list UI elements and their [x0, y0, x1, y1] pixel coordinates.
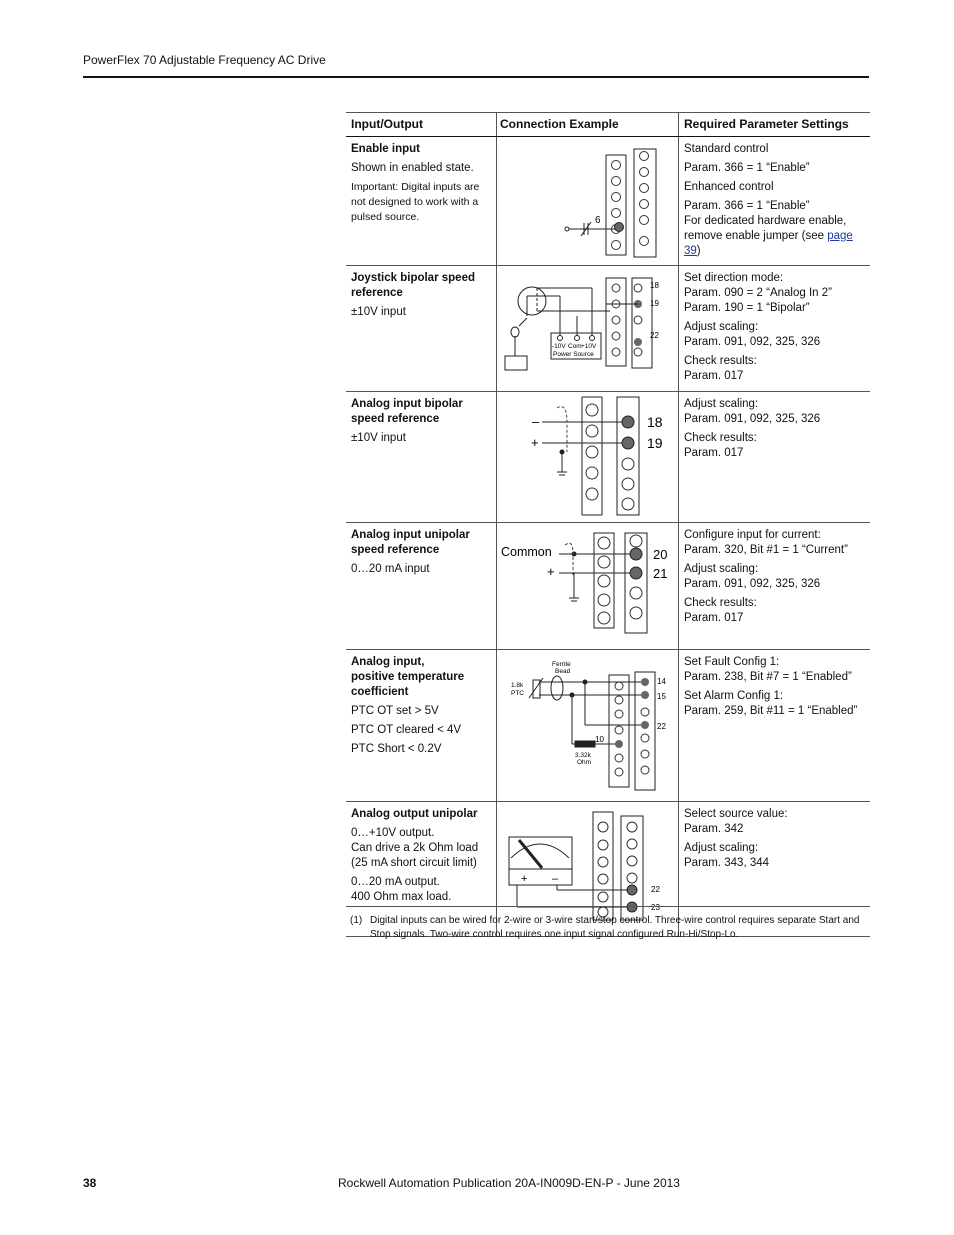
footnote-number: (1) [350, 915, 363, 926]
setting-line: Enhanced control [684, 181, 774, 193]
row-title: Analog output unipolar [351, 808, 478, 820]
page-39-link[interactable]: page 39 [684, 230, 853, 257]
table-row [346, 523, 870, 650]
polarity-label: – [552, 873, 559, 885]
component-label: 1.8k [511, 682, 524, 689]
joystick-diagram [497, 266, 672, 386]
setting-line: Set direction mode: [684, 272, 784, 284]
row-desc: 0…20 mA input [351, 563, 430, 575]
polarity-label: + [521, 873, 528, 885]
col-header-params: Required Parameter Settings [679, 113, 871, 137]
setting-line: Param. 091, 092, 325, 326 [684, 413, 821, 425]
setting-line: Select source value: [684, 808, 788, 820]
row-desc: PTC OT cleared < 4V [351, 724, 462, 736]
row-title: coefficient [351, 686, 409, 698]
col-header-connection: Connection Example [497, 113, 679, 137]
setting-line: For dedicated hardware enable, remove enable jumper (see page 39) [684, 215, 853, 257]
terminal-label: -10V [552, 343, 566, 350]
setting-line: Set Fault Config 1: [684, 656, 780, 668]
terminal-label: 21 [653, 566, 668, 581]
setting-line: Param. 259, Bit #11 = 1 “Enabled” [684, 705, 858, 717]
setting-line: Adjust scaling: [684, 398, 759, 410]
setting-line: Param. 366 = 1 “Enable” [684, 200, 810, 212]
running-header: PowerFlex 70 Adjustable Frequency AC Drive [83, 53, 326, 67]
terminal-label: Com [568, 343, 582, 350]
setting-line: Adjust scaling: [684, 563, 759, 575]
terminal-label: 18 [647, 414, 663, 430]
row-title: Enable input [351, 143, 420, 155]
setting-line: Set Alarm Config 1: [684, 690, 784, 702]
table-row [346, 650, 870, 802]
component-label: Ohm [577, 759, 592, 766]
row-desc: PTC OT set > 5V [351, 705, 439, 717]
setting-line: Param. 090 = 2 “Analog In 2” [684, 287, 832, 299]
common-label: Common [501, 545, 552, 559]
page-number: 38 [83, 1176, 97, 1190]
terminal-label: 22 [651, 885, 660, 894]
setting-line: Param. 342 [684, 823, 744, 835]
polarity-label: + [547, 564, 555, 579]
setting-line: Adjust scaling: [684, 321, 759, 333]
row-desc: Can drive a 2k Ohm load (25 mA short circuit limit) [351, 842, 479, 869]
component-label: Ferrite [552, 661, 571, 668]
unipolar-analog-diagram [497, 523, 672, 644]
setting-line: Param. 091, 092, 325, 326 [684, 578, 821, 590]
component-label: PTC [511, 690, 524, 697]
setting-line: Param. 017 [684, 370, 744, 382]
terminal-label: 6 [595, 215, 601, 226]
terminal-label: 23 [651, 903, 660, 912]
setting-line: Param. 343, 344 [684, 857, 770, 869]
setting-line: Standard control [684, 143, 769, 155]
col-header-io: Input/Output [346, 113, 497, 137]
bipolar-analog-diagram [497, 392, 672, 517]
setting-line: Param. 366 = 1 “Enable” [684, 162, 810, 174]
setting-line: Param. 320, Bit #1 = 1 “Current” [684, 544, 848, 556]
terminal-label: 19 [647, 435, 663, 451]
setting-line: Param. 238, Bit #7 = 1 “Enabled” [684, 671, 852, 683]
enable-input-diagram [497, 137, 672, 260]
row-desc: Shown in enabled state. [351, 162, 474, 174]
ptc-diagram [497, 650, 672, 796]
setting-line: Param. 190 = 1 “Bipolar” [684, 302, 810, 314]
footnote [346, 906, 870, 942]
setting-line: Check results: [684, 432, 757, 444]
component-label: Bead [555, 668, 571, 675]
row-desc: 0…+10V output. [351, 827, 435, 839]
terminal-label: 20 [653, 547, 668, 562]
footnote-text: Digital inputs can be wired for 2-wire or 3-wire start/stop control. Three-wire control requires separate Start and Stop signals. Two-wire control requires one input signal configured Run-Hi/Stop-Lo. [370, 915, 860, 940]
polarity-label: + [531, 435, 539, 450]
row-desc: 400 Ohm max load. [351, 891, 452, 903]
header-rule [83, 76, 869, 78]
terminal-label: 19 [650, 299, 659, 308]
table-row [346, 137, 870, 266]
setting-line: Param. 017 [684, 447, 744, 459]
terminal-label: Power Source [553, 351, 594, 358]
table-row [346, 392, 870, 523]
row-title: Joystick bipolar speed reference [351, 272, 475, 299]
setting-line: Check results: [684, 597, 757, 609]
publication-info: Rockwell Automation Publication 20A-IN009D-EN-P - June 2013 [338, 1176, 680, 1190]
setting-line: Adjust scaling: [684, 842, 759, 854]
terminal-label: 14 [657, 677, 666, 686]
table-row [346, 266, 870, 392]
component-label: 3.32k [575, 752, 591, 759]
setting-line: Configure input for current: [684, 529, 821, 541]
setting-line: Check results: [684, 355, 757, 367]
row-desc: 0…20 mA output. [351, 876, 440, 888]
row-title: positive temperature [351, 671, 465, 683]
polarity-label: – [532, 414, 540, 429]
terminal-label: 22 [657, 722, 666, 731]
terminal-label: 18 [650, 281, 659, 290]
terminal-label: +10V [581, 343, 597, 350]
terminal-label: 22 [650, 331, 659, 340]
setting-line: Param. 091, 092, 325, 326 [684, 336, 821, 348]
row-desc: PTC Short < 0.2V [351, 743, 442, 755]
setting-line: Param. 017 [684, 612, 744, 624]
row-desc: ±10V input [351, 432, 406, 444]
row-title: Analog input, [351, 656, 425, 668]
row-desc: Important: Digital inputs are not designed to work with a pulsed source. [351, 181, 480, 223]
io-table [346, 112, 870, 937]
terminal-label: 15 [657, 692, 666, 701]
row-desc: ±10V input [351, 306, 406, 318]
row-title: Analog input unipolar speed reference [351, 529, 470, 556]
row-title: Analog input bipolar speed reference [351, 398, 463, 425]
terminal-label: 10 [595, 735, 604, 744]
